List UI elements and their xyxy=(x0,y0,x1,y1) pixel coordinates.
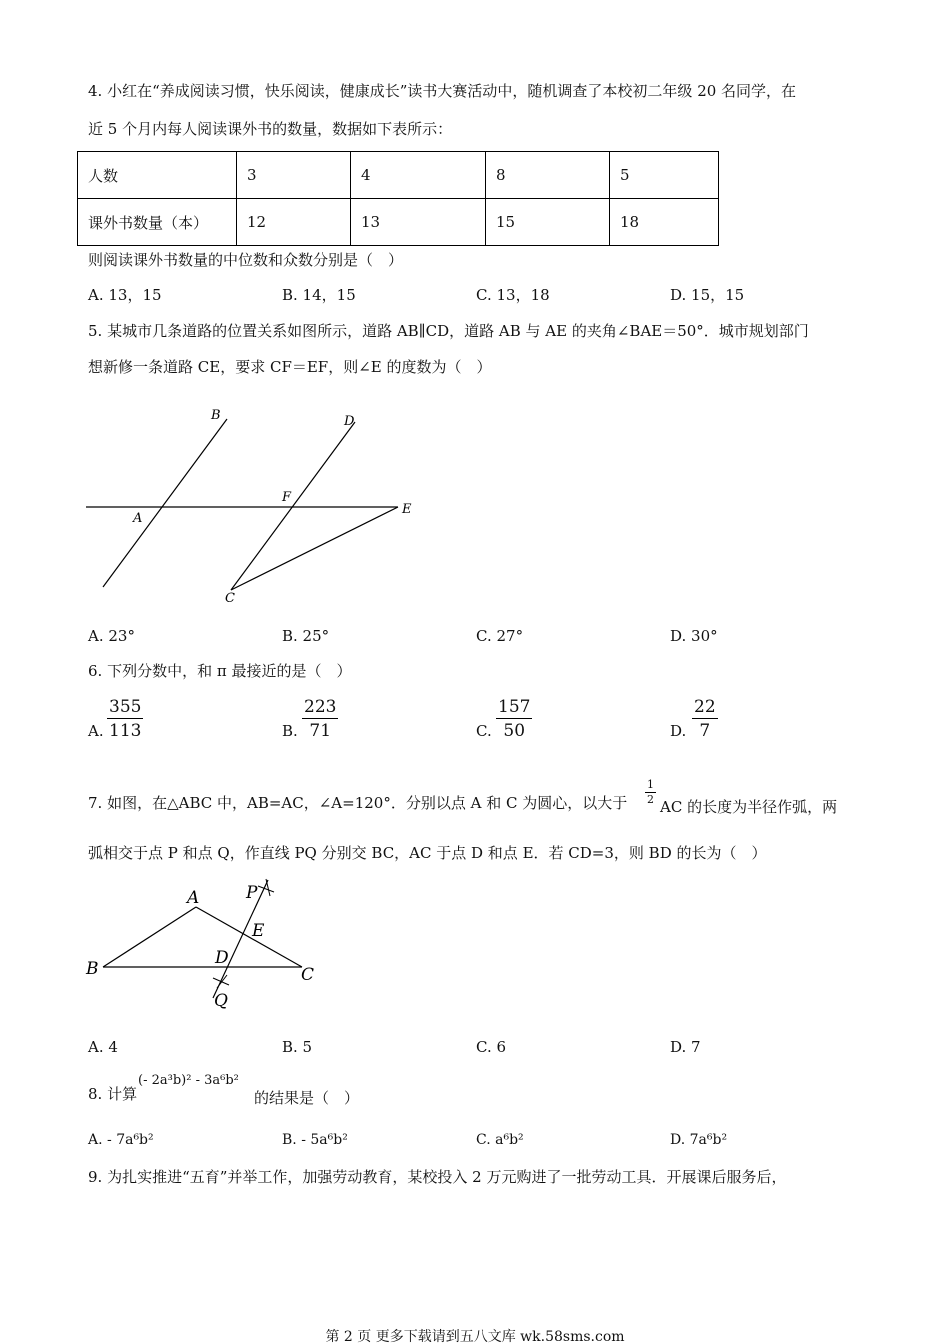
q6-option-a-letter: A. xyxy=(88,722,104,740)
page-footer: 第 2 页 更多下载请到五八文库 wk.58sms.com xyxy=(325,1329,625,1344)
q4-option-d: D. 15，15 xyxy=(670,286,745,304)
q6-option-d-fraction xyxy=(692,696,718,743)
table-cell: 课外书数量（本） xyxy=(78,199,237,246)
q7-line1b: AC 的长度为半径作弧，两 xyxy=(660,798,838,816)
label-c: C xyxy=(301,965,315,985)
q7-line2: 弧相交于点 P 和点 Q，作直线 PQ 分别交 BC，AC 于点 D 和点 E．若 CD=3，则 BD 的长为（ ） xyxy=(88,844,767,862)
q6-line1: 6. 下列分数中，和 π 最接近的是（ ） xyxy=(88,662,352,680)
q7-option-b: B. 5 xyxy=(282,1038,313,1056)
road-ce xyxy=(231,507,398,590)
label-q: Q xyxy=(214,991,228,1011)
q6-option-d-letter: D. xyxy=(670,722,687,740)
fraction-denominator: 7 xyxy=(699,721,711,741)
road-cd xyxy=(231,422,355,590)
q4-option-c: C. 13，18 xyxy=(476,286,550,304)
q4-line2: 近 5 个月内每人阅读课外书的数量，数据如下表所示： xyxy=(88,120,453,138)
label-e: E xyxy=(402,502,412,517)
q7-option-d: D. 7 xyxy=(670,1038,701,1056)
q4-option-b: B. 14，15 xyxy=(282,286,356,304)
q7-figure xyxy=(80,870,340,1020)
arc-mark-q2 xyxy=(217,975,227,988)
table-cell: 15 xyxy=(486,199,610,246)
fraction-denominator: 2 xyxy=(647,793,654,806)
fraction-numerator: 157 xyxy=(498,697,531,717)
q6-option-c-fraction xyxy=(496,696,532,743)
table-cell: 18 xyxy=(610,199,719,246)
fraction-numerator: 223 xyxy=(304,697,337,717)
label-p: P xyxy=(246,883,258,903)
q7-line1a: 7. 如图，在△ABC 中，AB=AC，∠A=120°．分别以点 A 和 C 为圆心，以大于 xyxy=(88,794,628,812)
q9-line1: 9. 为扎实推进“五育”并举工作，加强劳动教育，某校投入 2 万元购进了一批劳动工具．开展课后服务后， xyxy=(88,1168,787,1186)
q5-line1: 5. 某城市几条道路的位置关系如图所示，道路 AB∥CD，道路 AB 与 AE 的夹角∠BAE＝50°．城市规划部门 xyxy=(88,322,809,340)
arc-mark-p2 xyxy=(266,879,270,896)
label-d: D xyxy=(215,948,229,968)
q4-line1: 4. 小红在“养成阅读习惯，快乐阅读，健康成长”读书大赛活动中，随机调查了本校初二年级 20 名同学，在 xyxy=(88,82,797,100)
q8-option-a: A. ‐ 7a⁶b² xyxy=(88,1132,154,1148)
label-f: F xyxy=(282,490,292,505)
label-a: A xyxy=(133,511,143,526)
q5-line2: 想新修一条道路 CE，要求 CF＝EF，则∠E 的度数为（ ） xyxy=(88,358,492,376)
fraction-numerator: 355 xyxy=(109,697,142,717)
table-cell: 13 xyxy=(351,199,486,246)
q5-option-c: C. 27° xyxy=(476,627,524,645)
q7-option-a: A. 4 xyxy=(88,1038,118,1056)
table-cell: 4 xyxy=(351,152,486,199)
fraction-numerator: 1 xyxy=(647,778,654,791)
fraction-denominator: 71 xyxy=(309,721,332,741)
q6-option-a-fraction xyxy=(107,696,143,743)
fraction-denominator: 50 xyxy=(503,721,526,741)
q5-option-d: D. 30° xyxy=(670,627,718,645)
table-cell: 3 xyxy=(237,152,351,199)
q4-option-a: A. 13，15 xyxy=(88,286,162,304)
table-cell: 5 xyxy=(610,152,719,199)
side-ab xyxy=(103,907,196,967)
q8-suffix: 的结果是（ ） xyxy=(254,1089,360,1107)
fraction-denominator: 113 xyxy=(109,721,142,741)
fraction-numerator: 22 xyxy=(694,697,716,717)
q7-option-c: C. 6 xyxy=(476,1038,507,1056)
label-c: C xyxy=(225,591,235,606)
q8-option-b: B. ‐ 5a⁶b² xyxy=(282,1132,348,1148)
q4-question: 则阅读课外书数量的中位数和众数分别是（ ） xyxy=(88,251,404,269)
q5-figure xyxy=(80,400,430,610)
label-e: E xyxy=(252,921,265,941)
q7-half-fraction xyxy=(645,778,656,807)
side-ac xyxy=(196,907,302,967)
q8-option-d: D. 7a⁶b² xyxy=(670,1132,728,1148)
table-cell: 12 xyxy=(237,199,351,246)
table-row xyxy=(78,152,719,199)
label-a: A xyxy=(187,888,200,908)
arc-mark-p xyxy=(258,886,274,892)
q5-option-a: A. 23° xyxy=(88,627,135,645)
q5-option-b: B. 25° xyxy=(282,627,330,645)
table-cell: 人数 xyxy=(78,152,237,199)
label-d: D xyxy=(344,414,355,429)
arc-mark-q xyxy=(213,978,229,985)
table-cell: 8 xyxy=(486,152,610,199)
table-row xyxy=(78,199,719,246)
data-table xyxy=(77,151,719,246)
q6-option-b-letter: B. xyxy=(282,722,298,740)
label-b: B xyxy=(86,959,99,979)
q6-option-b-fraction xyxy=(302,696,338,743)
q8-option-c: C. a⁶b² xyxy=(476,1132,524,1148)
q8-expression: (- 2a³b)² - 3a⁶b² xyxy=(138,1073,239,1088)
road-ab xyxy=(103,419,227,587)
q8-prefix: 8. 计算 xyxy=(88,1085,138,1103)
label-b: B xyxy=(211,408,221,423)
q6-option-c-letter: C. xyxy=(476,722,492,740)
